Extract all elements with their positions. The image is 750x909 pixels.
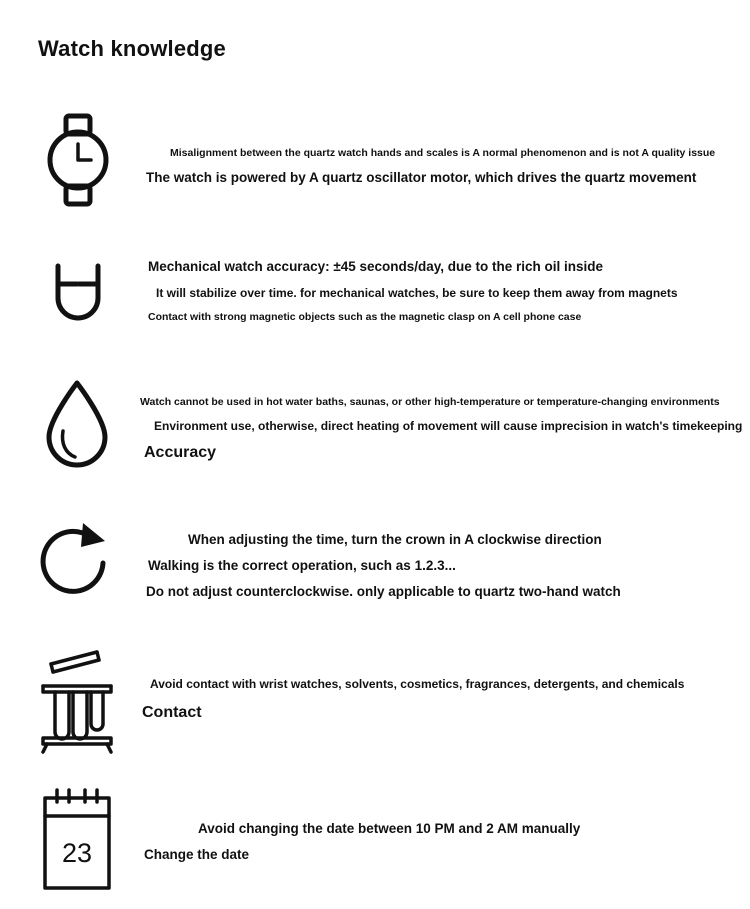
test-tube-rack-icon <box>34 646 120 758</box>
text-line: Avoid changing the date between 10 PM and 2 AM manually <box>198 821 581 836</box>
page-title: Watch knowledge <box>38 36 226 61</box>
section-crown-adjustment-text <box>132 531 742 602</box>
text-line: Do not adjust counterclockwise. only applicable to quartz two-hand watch <box>146 584 621 600</box>
section-quartz-watch-text <box>132 146 742 187</box>
section-magnetism-text <box>132 258 742 325</box>
text-line: It will stabilize over time. for mechanical watches, be sure to keep them away from magnets <box>156 286 678 301</box>
text-line: Avoid contact with wrist watches, solvents, cosmetics, fragrances, detergents, and chemicals <box>150 677 685 691</box>
section-water-temperature-text <box>132 395 742 464</box>
text-line: Contact with strong magnetic objects such as the magnetic clasp on A cell phone case <box>148 311 582 324</box>
text-line: Walking is the correct operation, such as 1.2.3... <box>148 558 456 574</box>
calendar-day-number: 23 <box>61 838 93 868</box>
calendar-icon <box>34 786 120 896</box>
text-line: The watch is powered by A quartz oscillator motor, which drives the quartz movement <box>146 170 697 186</box>
section-chemical-contact-text <box>132 676 742 724</box>
magnet-icon <box>34 254 120 332</box>
section-date-change-text <box>132 820 742 864</box>
wristwatch-icon <box>34 110 120 210</box>
text-line: Accuracy <box>144 444 217 462</box>
text-line: When adjusting the time, turn the crown in A clockwise direction <box>188 532 602 547</box>
text-line: Contact <box>142 704 202 722</box>
clockwise-arrow-icon <box>34 517 120 609</box>
text-line: Misalignment between the quartz watch hands and scales is A normal phenomenon and is not A quality issue <box>170 147 716 159</box>
water-drop-icon <box>34 375 120 475</box>
text-line: Change the date <box>144 847 250 863</box>
text-line: Watch cannot be used in hot water baths, saunas, or other high-temperature or temperature-changing environments <box>140 396 720 408</box>
text-line: Mechanical watch accuracy: ±45 seconds/day, due to the rich oil inside <box>148 259 604 274</box>
text-line: Environment use, otherwise, direct heating of movement will cause imprecision in watch's timekeeping <box>154 419 743 434</box>
